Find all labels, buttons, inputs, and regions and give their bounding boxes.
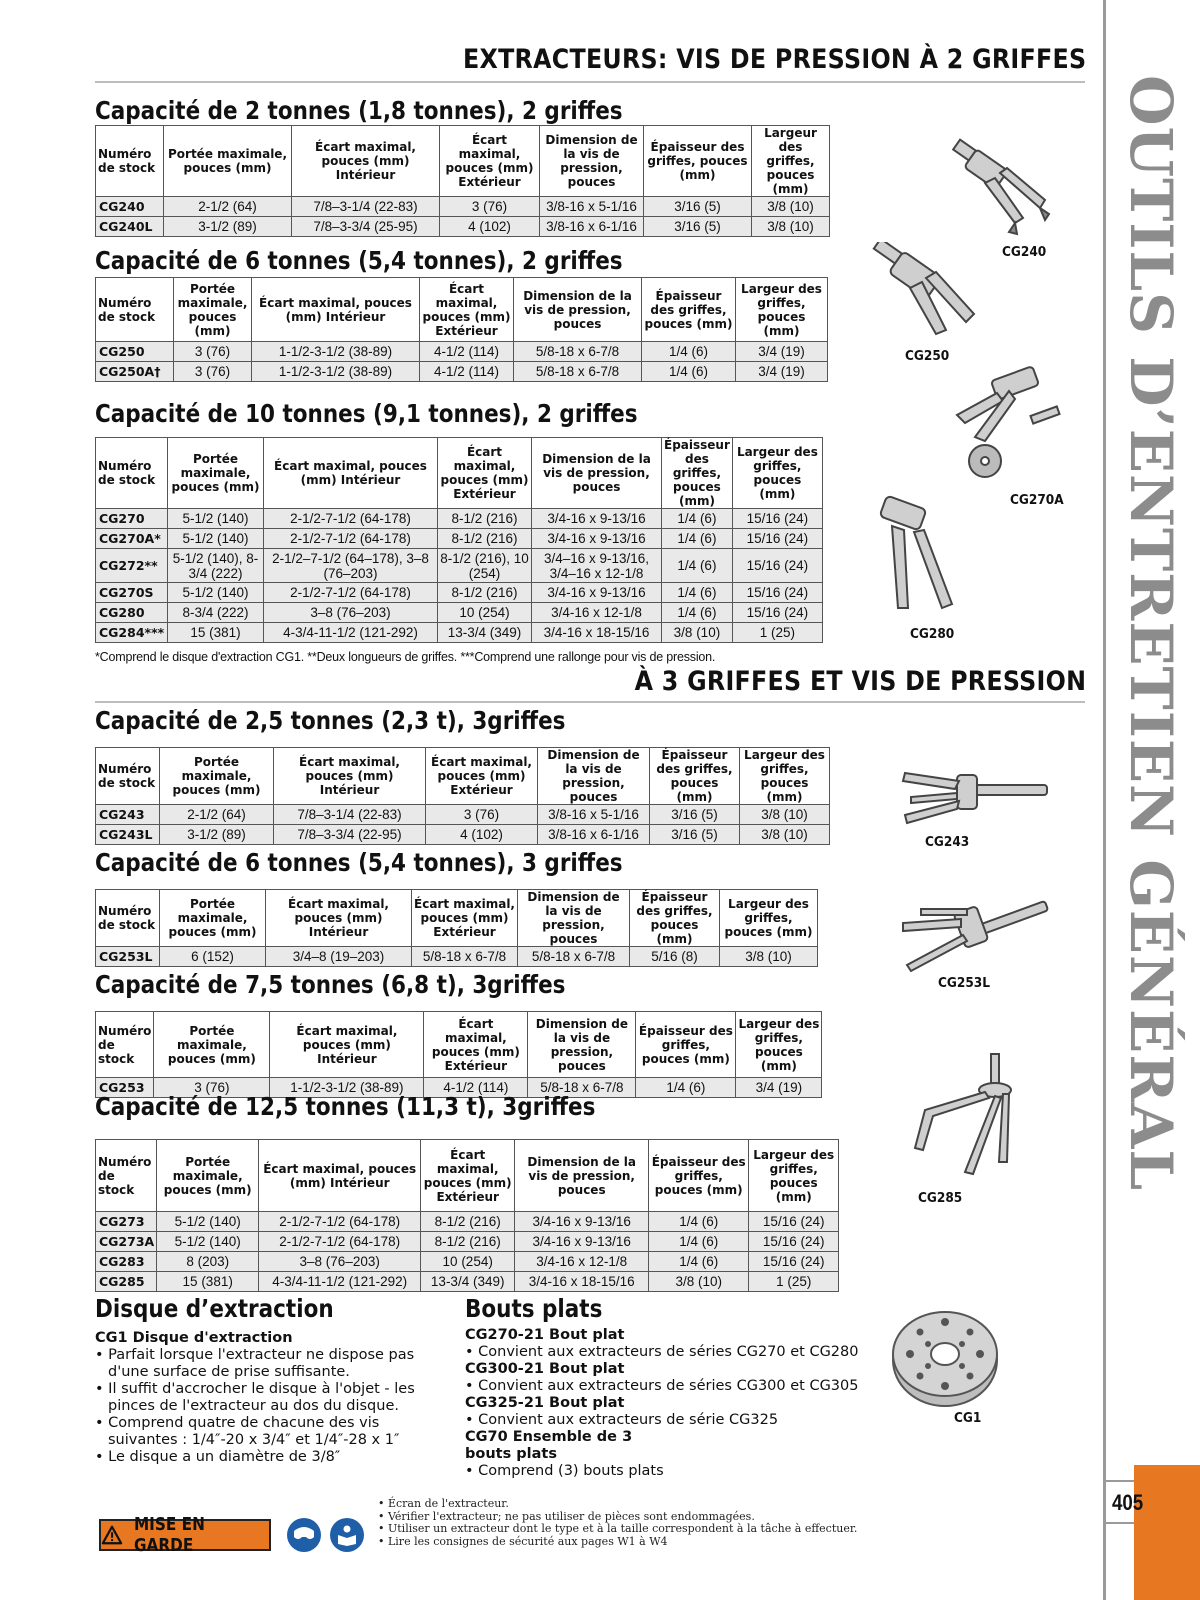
safety-line: • Écran de l'extracteur. — [378, 1497, 509, 1510]
table-header-cell: Écart maximal, pouces (mm) Intérieur — [259, 1140, 421, 1212]
table-row — [96, 549, 823, 583]
table-cell: 7/8–3-3/4 (25-95) — [292, 217, 440, 237]
table-cell: 3/8 (10) — [752, 217, 830, 237]
label-cg280: CG280 — [910, 626, 955, 642]
table-row — [96, 529, 823, 549]
table-cell: 3/16 (5) — [644, 217, 752, 237]
disque-text — [95, 1330, 415, 1466]
table-cell: 3/8 (10) — [649, 1272, 749, 1292]
table-cell: 3/8 (10) — [740, 825, 830, 845]
table-cell: 13-3/4 (349) — [438, 623, 532, 643]
safety-line: • Lire les consignes de sécurité aux pages W1 à W4 — [378, 1534, 668, 1548]
table-cell: 2-1/2-7-1/2 (64-178) — [264, 529, 438, 549]
table-header-cell: Numéro de stock — [96, 1012, 154, 1078]
table-header-cell: Dimension de la vis de pression, pouces — [518, 890, 630, 947]
table-cell: 3/4-16 x 12-1/8 — [532, 603, 662, 623]
disque-bullet: pinces de l'extracteur au dos du disque. — [108, 1398, 399, 1414]
table-header-cell: Écart maximal, pouces (mm) Intérieur — [264, 438, 438, 509]
table-row — [96, 805, 830, 825]
table-cell: 1/4 (6) — [649, 1232, 749, 1252]
table-cell: 8-1/2 (216) — [438, 583, 532, 603]
disque-bullet: d'une surface de prise suffisante. — [108, 1364, 350, 1380]
page-number: 405 — [1112, 1490, 1144, 1515]
table-cell: 3/4–8 (19–203) — [266, 947, 412, 967]
table-cell: 3/4-16 x 18-15/16 — [515, 1272, 649, 1292]
table-cell: 3/4 (19) — [736, 1078, 822, 1098]
bout-item-title: CG325-21 Bout plat — [465, 1395, 625, 1411]
table-cell: 2-1/2 (64) — [164, 197, 292, 217]
table-header-cell: Écart maximal, pouces (mm) Extérieur — [412, 890, 518, 947]
table-title: Capacité de 2,5 tonnes (2,3 t), 3griffes — [95, 706, 566, 735]
disque-bullet: • Comprend quatre de chacune des vis — [95, 1415, 380, 1431]
stock-number-cell: CG280 — [96, 603, 168, 623]
table-cell: 7/8–3-1/4 (22-83) — [274, 805, 426, 825]
table-cell: 3/4-16 x 9-13/16 — [532, 583, 662, 603]
table-cell: 1/4 (6) — [662, 509, 733, 529]
table-cell: 3/4-16 x 12-1/8 — [515, 1252, 649, 1272]
table-cell: 3-1/2 (89) — [164, 217, 292, 237]
table-header-cell: Épaisseur des griffes, pouces (mm) — [630, 890, 720, 947]
safety-line: • Vérifier l'extracteur; ne pas utiliser de pièces sont endommagées. — [378, 1509, 755, 1523]
table-cell: 1 (25) — [749, 1272, 839, 1292]
table-cell: 3/4–16 x 9-13/16, 3/4–16 x 12-1/8 — [532, 549, 662, 583]
label-cg240: CG240 — [1002, 244, 1047, 260]
table-header-cell: Numéro de stock — [96, 126, 164, 197]
table-cell: 5-1/2 (140) — [157, 1212, 259, 1232]
stock-number-cell: CG250A† — [96, 362, 174, 382]
label-cg285: CG285 — [918, 1190, 963, 1206]
table-cell: 1/4 (6) — [662, 529, 733, 549]
disque-bullets — [95, 1347, 415, 1466]
table-header-cell: Écart maximal, pouces (mm) Intérieur — [252, 278, 420, 342]
table-cell: 3–8 (76–203) — [259, 1252, 421, 1272]
table-cell: 15 (381) — [157, 1272, 259, 1292]
cg250-puller-image — [870, 242, 980, 347]
table-header-cell: Dimension de la vis de pression, pouces — [514, 278, 642, 342]
table-cell: 8-1/2 (216) — [421, 1232, 515, 1252]
spec-table — [95, 889, 818, 967]
safety-instructions — [378, 1498, 857, 1548]
table-cell: 7/8–3-1/4 (22-83) — [292, 197, 440, 217]
table-row — [96, 603, 823, 623]
table-cell: 1/4 (6) — [662, 583, 733, 603]
table-cell: 15/16 (24) — [749, 1212, 839, 1232]
table-cell: 2-1/2-7-1/2 (64-178) — [259, 1232, 421, 1252]
table-header-cell: Portée maximale, pouces (mm) — [157, 1140, 259, 1212]
table-row — [96, 947, 818, 967]
table-cell: 1/4 (6) — [636, 1078, 736, 1098]
table-cell: 3/8 (10) — [720, 947, 818, 967]
table-header-cell: Écart maximal, pouces (mm) Intérieur — [274, 748, 426, 805]
table-header-cell: Écart maximal, pouces (mm) Extérieur — [440, 126, 540, 197]
label-cg1: CG1 — [954, 1410, 982, 1426]
bout-bullet: • Convient aux extracteurs de séries CG300 et CG305 — [465, 1378, 859, 1394]
table-cell: 8-1/2 (216), 10 (254) — [438, 549, 532, 583]
section-header-2-jaws: EXTRACTEURS: VIS DE PRESSION À 2 GRIFFES — [462, 44, 1086, 75]
bout-bullet: • Comprend (3) bouts plats — [465, 1463, 664, 1479]
table-cell: 1/4 (6) — [662, 603, 733, 623]
table-header-cell: Épaisseur des griffes, pouces (mm) — [662, 438, 733, 509]
table-header-cell: Numéro de stock — [96, 748, 160, 805]
table-cell: 5-1/2 (140) — [168, 583, 264, 603]
table-cell: 15/16 (24) — [732, 549, 822, 583]
table-row — [96, 1252, 839, 1272]
stock-number-cell: CG270 — [96, 509, 168, 529]
table-cell: 3 (76) — [154, 1078, 270, 1098]
spec-table — [95, 277, 828, 382]
table-header-cell: Portée maximale, pouces (mm) — [174, 278, 252, 342]
table-cell: 1/4 (6) — [662, 549, 733, 583]
table-row — [96, 509, 823, 529]
table-row — [96, 1212, 839, 1232]
table-header-cell: Épaisseur des griffes, pouces (mm) — [649, 1140, 749, 1212]
table-title: Capacité de 2 tonnes (1,8 tonnes), 2 griffes — [95, 96, 623, 125]
table-header-cell: Portée maximale, pouces (mm) — [160, 890, 266, 947]
table-header-cell: Écart maximal, pouces (mm) Intérieur — [270, 1012, 424, 1078]
read-manual-icon — [330, 1518, 364, 1552]
table-cell: 3/16 (5) — [650, 825, 740, 845]
table-cell: 8-3/4 (222) — [168, 603, 264, 623]
table-cell: 4-1/2 (114) — [420, 342, 514, 362]
table-cell: 10 (254) — [421, 1252, 515, 1272]
table-header-cell: Numéro de stock — [96, 1140, 157, 1212]
cg270a-puller-image — [945, 365, 1070, 480]
spec-table — [95, 125, 830, 237]
table-cell: 4-3/4-11-1/2 (121-292) — [264, 623, 438, 643]
stock-number-cell: CG253L — [96, 947, 160, 967]
stock-number-cell: CG285 — [96, 1272, 157, 1292]
table-cell: 5/8-18 x 6-7/8 — [528, 1078, 636, 1098]
disque-bullet: • Le disque a un diamètre de 3/8″ — [95, 1449, 341, 1465]
table-cell: 3/8 (10) — [740, 805, 830, 825]
label-cg270a: CG270A — [1010, 492, 1064, 508]
warning-triangle-icon — [101, 1524, 123, 1546]
stock-number-cell: CG243 — [96, 805, 160, 825]
cg285-puller-image — [905, 1052, 1025, 1182]
page-number-rule-top — [1106, 1480, 1134, 1482]
table-cell: 8-1/2 (216) — [438, 509, 532, 529]
table-cell: 1/4 (6) — [649, 1252, 749, 1272]
table-header-cell: Numéro de stock — [96, 890, 160, 947]
table-cell: 1/4 (6) — [642, 342, 736, 362]
footnote: *Comprend le disque d'extraction CG1. **Deux longueurs de griffes. ***Comprend une rallonge pour vis de pression. — [95, 650, 716, 664]
table-cell: 7/8–3-3/4 (22-95) — [274, 825, 426, 845]
disque-bullet: suivantes : 1/4″-20 x 3/4″ et 1/4″-28 x 1″ — [108, 1432, 400, 1448]
table-cell: 3 (76) — [426, 805, 538, 825]
table-header-cell: Numéro de stock — [96, 278, 174, 342]
bout-bullet: • Convient aux extracteurs de série CG325 — [465, 1412, 779, 1428]
table-title: Capacité de 6 tonnes (5,4 tonnes), 3 griffes — [95, 848, 623, 877]
stock-number-cell: CG253 — [96, 1078, 154, 1098]
table-cell: 13-3/4 (349) — [421, 1272, 515, 1292]
stock-number-cell: CG240L — [96, 217, 164, 237]
table-row — [96, 1232, 839, 1252]
table-header-cell: Écart maximal, pouces (mm) Intérieur — [292, 126, 440, 197]
table-cell: 3/4 (19) — [736, 342, 828, 362]
table-cell: 10 (254) — [438, 603, 532, 623]
table-cell: 5-1/2 (140) — [168, 529, 264, 549]
table-cell: 4 (102) — [426, 825, 538, 845]
disque-bullet: • Il suffit d'accrocher le disque à l'objet - les — [95, 1381, 415, 1397]
table-row — [96, 217, 830, 237]
spec-table — [95, 747, 830, 845]
warning-banner — [99, 1514, 271, 1556]
table-cell: 3/8 (10) — [752, 197, 830, 217]
table-cell: 8 (203) — [157, 1252, 259, 1272]
header-rule — [95, 701, 1085, 703]
table-title: Capacité de 7,5 tonnes (6,8 t), 3griffes — [95, 970, 566, 999]
table-cell: 15/16 (24) — [732, 529, 822, 549]
table-cell: 4-1/2 (114) — [420, 362, 514, 382]
table-cell: 2-1/2-7-1/2 (64-178) — [264, 509, 438, 529]
table-cell: 3/8-16 x 5-1/16 — [538, 805, 650, 825]
table-cell: 2-1/2-7-1/2 (64-178) — [264, 583, 438, 603]
table-cell: 3 (76) — [174, 362, 252, 382]
table-header-cell: Largeur des griffes, pouces (mm) — [752, 126, 830, 197]
table-cell: 6 (152) — [160, 947, 266, 967]
table-cell: 3/4-16 x 9-13/16 — [515, 1232, 649, 1252]
label-cg250: CG250 — [905, 348, 950, 364]
bout-item-title: CG70 Ensemble de 3 — [465, 1429, 633, 1445]
stock-number-cell: CG270S — [96, 583, 168, 603]
cg1-disk-image — [890, 1308, 1000, 1408]
table-header-cell: Portée maximale, pouces (mm) — [154, 1012, 270, 1078]
table-row — [96, 197, 830, 217]
table-cell: 5-1/2 (140), 8-3/4 (222) — [168, 549, 264, 583]
table-cell: 8-1/2 (216) — [421, 1212, 515, 1232]
table-header-cell: Épaisseur des griffes, pouces (mm) — [644, 126, 752, 197]
orange-tab — [1134, 1465, 1200, 1600]
table-cell: 3–8 (76–203) — [264, 603, 438, 623]
cg253l-puller-image — [897, 885, 1057, 975]
table-cell: 5/8-18 x 6-7/8 — [412, 947, 518, 967]
spec-table — [95, 1139, 839, 1292]
table-header-cell: Dimension de la vis de pression, pouces — [528, 1012, 636, 1078]
table-cell: 1 (25) — [732, 623, 822, 643]
table-cell: 15 (381) — [168, 623, 264, 643]
stock-number-cell: CG240 — [96, 197, 164, 217]
table-cell: 3 (76) — [174, 342, 252, 362]
table-cell: 3/4-16 x 9-13/16 — [515, 1212, 649, 1232]
table-cell: 5/8-18 x 6-7/8 — [514, 342, 642, 362]
table-header-cell: Épaisseur des griffes, pouces (mm) — [650, 748, 740, 805]
cg240-puller-image — [945, 128, 1060, 243]
cg280-puller-image — [868, 490, 978, 620]
table-cell: 3/4 (19) — [736, 362, 828, 382]
table-row — [96, 623, 823, 643]
bouts-title: Bouts plats — [465, 1294, 603, 1323]
table-cell: 4 (102) — [440, 217, 540, 237]
table-cell: 2-1/2–7-1/2 (64–178), 3–8 (76–203) — [264, 549, 438, 583]
table-header-cell: Écart maximal, pouces (mm) Extérieur — [424, 1012, 528, 1078]
stock-number-cell: CG250 — [96, 342, 174, 362]
table-cell: 1-1/2-3-1/2 (38-89) — [270, 1078, 424, 1098]
eye-protection-icon — [287, 1518, 321, 1552]
table-row — [96, 583, 823, 603]
table-cell: 4-3/4-11-1/2 (121-292) — [259, 1272, 421, 1292]
stock-number-cell: CG272** — [96, 549, 168, 583]
table-header-cell: Dimension de la vis de pression, pouces — [538, 748, 650, 805]
table-cell: 3/8 (10) — [662, 623, 733, 643]
table-cell: 3/8-16 x 5-1/16 — [540, 197, 644, 217]
stock-number-cell: CG273A — [96, 1232, 157, 1252]
table-header-cell: Écart maximal, pouces (mm) Extérieur — [438, 438, 532, 509]
table-header-cell: Écart maximal, pouces (mm) Extérieur — [426, 748, 538, 805]
table-header-cell: Dimension de la vis de pression, pouces — [532, 438, 662, 509]
table-cell: 1/4 (6) — [642, 362, 736, 382]
label-cg253l: CG253L — [938, 975, 991, 991]
table-row — [96, 1272, 839, 1292]
spine-title: OUTILS D’ENTRETIEN GÉNÉRAL — [1117, 75, 1185, 1192]
table-header-cell: Écart maximal, pouces (mm) Intérieur — [266, 890, 412, 947]
table-cell: 3/4-16 x 9-13/16 — [532, 509, 662, 529]
stock-number-cell: CG243L — [96, 825, 160, 845]
table-cell: 3-1/2 (89) — [160, 825, 274, 845]
bout-item-title: CG300-21 Bout plat — [465, 1361, 625, 1377]
table-cell: 5/8-18 x 6-7/8 — [514, 362, 642, 382]
section-header-3-jaws: À 3 GRIFFES ET VIS DE PRESSION — [634, 666, 1086, 697]
cg243-puller-image — [897, 757, 1052, 832]
table-cell: 15/16 (24) — [732, 583, 822, 603]
table-cell: 1-1/2-3-1/2 (38-89) — [252, 342, 420, 362]
table-row — [96, 825, 830, 845]
table-cell: 1/4 (6) — [649, 1212, 749, 1232]
table-header-cell: Largeur des griffes, pouces (mm) — [736, 1012, 822, 1078]
table-cell: 5-1/2 (140) — [168, 509, 264, 529]
warning-label: MISE EN GARDE — [133, 1514, 205, 1556]
bouts-text — [465, 1327, 858, 1480]
table-header-cell: Largeur des griffes, pouces (mm) — [749, 1140, 839, 1212]
table-row — [96, 362, 828, 382]
table-title: Capacité de 10 tonnes (9,1 tonnes), 2 griffes — [95, 399, 638, 428]
page-number-rule-bottom — [1106, 1522, 1134, 1524]
table-cell: 15/16 (24) — [732, 603, 822, 623]
bout-item-title: bouts plats — [465, 1446, 557, 1462]
table-cell: 3/8-16 x 6-1/16 — [540, 217, 644, 237]
safety-line: • Utiliser un extracteur dont le type et à la taille correspondent à la tâche à effectuer. — [378, 1522, 858, 1535]
table-cell: 5/8-18 x 6-7/8 — [518, 947, 630, 967]
table-cell: 3 (76) — [440, 197, 540, 217]
table-row — [96, 342, 828, 362]
table-cell: 3/4-16 x 9-13/16 — [532, 529, 662, 549]
table-header-cell: Épaisseur des griffes, pouces (mm) — [642, 278, 736, 342]
stock-number-cell: CG284*** — [96, 623, 168, 643]
disque-title: Disque d’extraction — [95, 1294, 334, 1323]
table-cell: 3/16 (5) — [650, 805, 740, 825]
spine-band — [1106, 0, 1200, 1480]
spec-table — [95, 1011, 822, 1098]
table-cell: 3/8-16 x 6-1/16 — [538, 825, 650, 845]
stock-number-cell: CG273 — [96, 1212, 157, 1232]
table-title: Capacité de 6 tonnes (5,4 tonnes), 2 griffes — [95, 246, 623, 275]
label-cg243: CG243 — [925, 834, 970, 850]
table-cell: 15/16 (24) — [732, 509, 822, 529]
table-title: Capacité de 12,5 tonnes (11,3 t), 3griffes — [95, 1092, 596, 1121]
table-cell: 5-1/2 (140) — [157, 1232, 259, 1252]
table-cell: 15/16 (24) — [749, 1252, 839, 1272]
table-header-cell: Portée maximale, pouces (mm) — [168, 438, 264, 509]
table-cell: 1-1/2-3-1/2 (38-89) — [252, 362, 420, 382]
table-header-cell: Largeur des griffes, pouces (mm) — [736, 278, 828, 342]
table-header-cell: Écart maximal, pouces (mm) Extérieur — [421, 1140, 515, 1212]
table-header-cell: Dimension de la vis de pression, pouces — [515, 1140, 649, 1212]
header-rule — [95, 81, 1085, 83]
table-header-cell: Portée maximale, pouces (mm) — [164, 126, 292, 197]
table-cell: 2-1/2-7-1/2 (64-178) — [259, 1212, 421, 1232]
stock-number-cell: CG270A* — [96, 529, 168, 549]
table-header-cell: Épaisseur des griffes, pouces (mm) — [636, 1012, 736, 1078]
disque-bullet: • Parfait lorsque l'extracteur ne dispose pas — [95, 1347, 415, 1363]
disque-item: CG1 Disque d'extraction — [95, 1330, 293, 1346]
table-header-cell: Largeur des griffes, pouces (mm) — [740, 748, 830, 805]
table-header-cell: Largeur des griffes, pouces (mm) — [720, 890, 818, 947]
table-cell: 5/16 (8) — [630, 947, 720, 967]
table-cell: 15/16 (24) — [749, 1232, 839, 1252]
table-cell: 4-1/2 (114) — [424, 1078, 528, 1098]
table-cell: 2-1/2 (64) — [160, 805, 274, 825]
table-header-cell: Écart maximal, pouces (mm) Extérieur — [420, 278, 514, 342]
table-header-cell: Portée maximale, pouces (mm) — [160, 748, 274, 805]
table-cell: 8-1/2 (216) — [438, 529, 532, 549]
table-header-cell: Largeur des griffes, pouces (mm) — [732, 438, 822, 509]
table-header-cell: Dimension de la vis de pression, pouces — [540, 126, 644, 197]
stock-number-cell: CG283 — [96, 1252, 157, 1272]
table-cell: 3/16 (5) — [644, 197, 752, 217]
table-header-cell: Numéro de stock — [96, 438, 168, 509]
spec-table — [95, 437, 823, 643]
table-cell: 3/4-16 x 18-15/16 — [532, 623, 662, 643]
bout-item-title: CG270-21 Bout plat — [465, 1327, 625, 1343]
bout-bullet: • Convient aux extracteurs de séries CG270 et CG280 — [465, 1344, 859, 1360]
